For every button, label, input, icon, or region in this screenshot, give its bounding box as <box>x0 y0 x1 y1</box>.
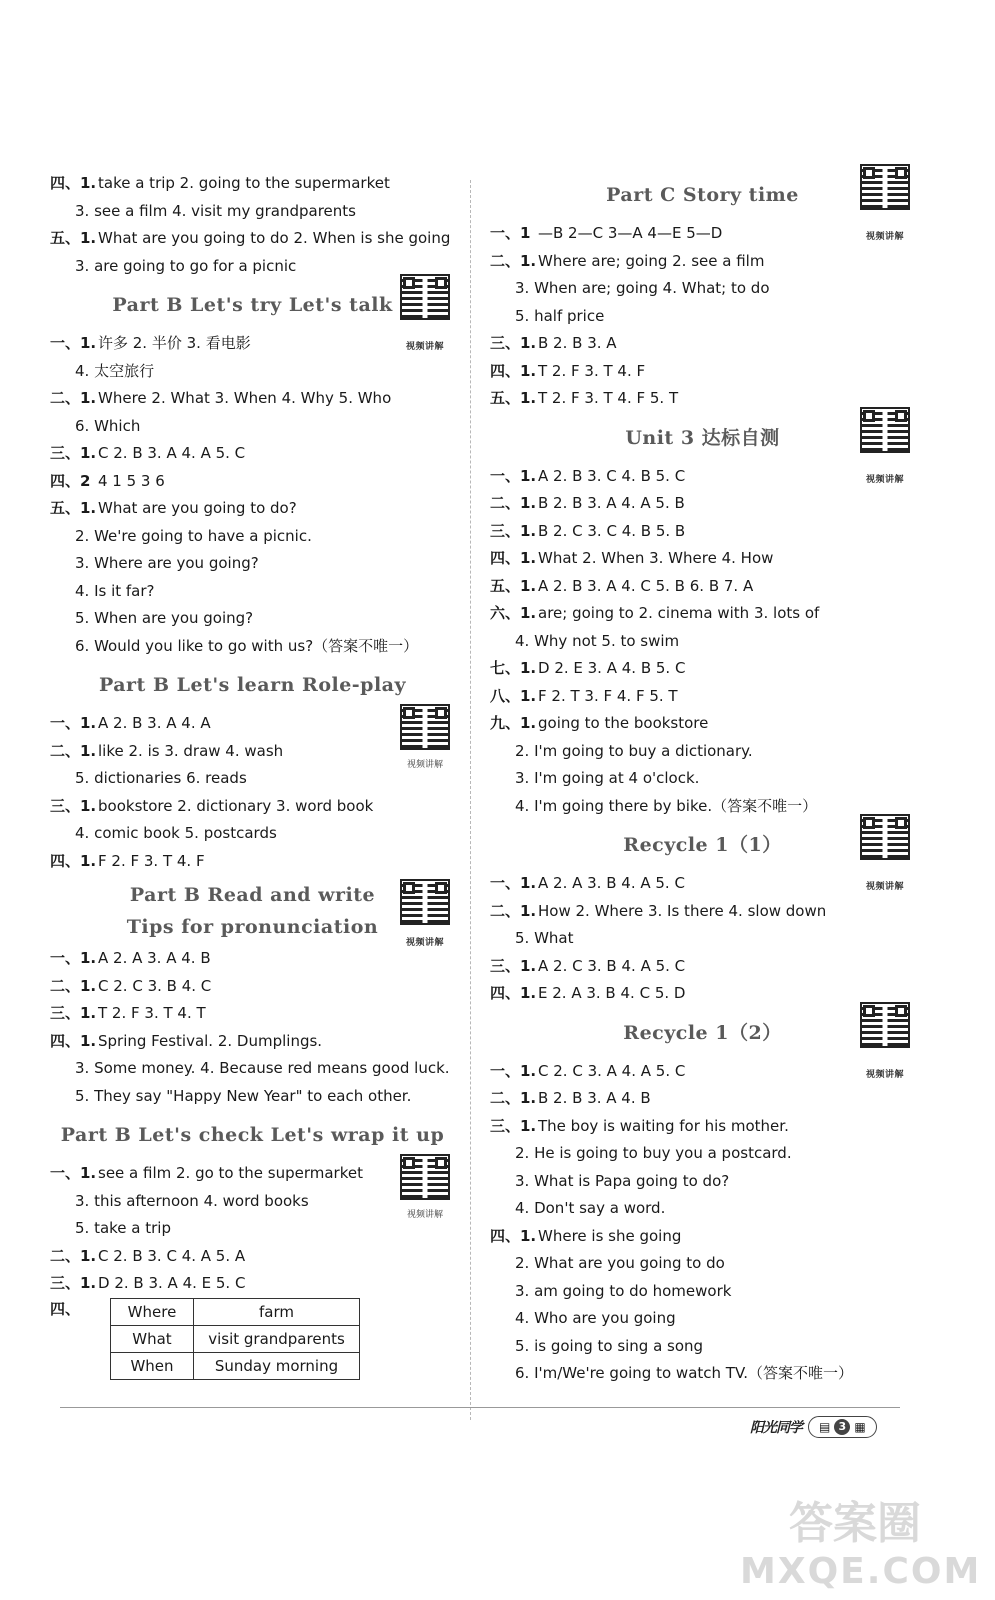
answer-line <box>490 1278 915 1306</box>
question-number: 四、 <box>50 1299 81 1318</box>
answer-line <box>50 1188 455 1216</box>
answer-line <box>490 600 915 628</box>
watermark-chars: 答案圈 <box>789 1498 921 1549</box>
table-value-cell: visit grandparents <box>194 1325 360 1352</box>
answer-line <box>490 765 915 793</box>
answer-line <box>50 1055 455 1083</box>
answer-line <box>490 545 915 573</box>
answer-text: 3. am going to do homework <box>515 1281 732 1300</box>
answer-line <box>50 225 455 253</box>
answer-line <box>490 1113 915 1141</box>
section-heading-text: Part B Let's try Let's talk <box>112 294 393 316</box>
answer-line <box>490 1360 915 1388</box>
question-number: 三、1. <box>490 521 537 540</box>
answer-line <box>50 765 455 793</box>
answer-text: D 2. B 3. A 4. E 5. C <box>98 1274 246 1292</box>
answer-line <box>50 1243 455 1271</box>
section-heading-text: Part B Let's learn Role-play <box>98 674 407 696</box>
question-number: 二、1. <box>50 389 97 407</box>
book-icon: ▤ <box>819 1420 831 1434</box>
section-heading-text: Tips for pronunciation <box>126 916 379 938</box>
answer-text: E 2. A 3. B 4. C 5. D <box>538 984 686 1002</box>
table-value-cell: farm <box>194 1298 360 1325</box>
answer-table <box>110 1298 360 1380</box>
question-number: 一、1. <box>50 1164 97 1182</box>
section-heading-text: Part B Let's check Let's wrap it up <box>60 1124 445 1146</box>
answer-text: 2. I'm going to buy a dictionary. <box>515 741 753 760</box>
answer-line <box>50 523 455 551</box>
question-number: 二、1. <box>490 1089 537 1107</box>
question-number: 四、2 <box>50 471 91 490</box>
answer-text: How 2. Where 3. Is there 4. slow down <box>538 901 827 920</box>
answer-line <box>490 793 915 821</box>
question-number: 一、1. <box>490 1061 537 1080</box>
question-number: 三、1. <box>50 1004 97 1022</box>
page-number: 3 <box>834 1419 850 1435</box>
brand-logo: 阳光同学 <box>750 1420 802 1436</box>
answer-text: take a trip 2. going to the supermarket <box>98 174 390 192</box>
answer-text: 5. When are you going? <box>75 609 254 627</box>
answer-text: 4. Why not 5. to swim <box>515 631 680 650</box>
answer-line <box>490 385 915 413</box>
answer-line <box>490 898 915 926</box>
answer-line <box>490 1168 915 1196</box>
qr-code-icon[interactable] <box>855 1002 915 1080</box>
question-number: 三、1. <box>50 796 97 815</box>
answer-text: 4. I'm going there by bike.（答案不唯一） <box>515 796 818 815</box>
answer-text: 3. I'm going at 4 o'clock. <box>515 769 700 787</box>
qr-caption: 视频讲解 <box>406 1210 443 1220</box>
qr-code-image <box>860 164 910 210</box>
answer-line <box>50 578 455 606</box>
question-number: 二、1. <box>490 494 537 512</box>
answer-text: Where is she going <box>538 1226 682 1245</box>
question-number: 四、1. <box>50 851 97 870</box>
question-number: 五、1. <box>50 229 97 247</box>
answer-text: 3. Some money. 4. Because red means good luck. <box>75 1059 450 1077</box>
answer-text: —B 2—C 3—A 4—E 5—D <box>538 224 723 242</box>
answer-line <box>50 1270 455 1298</box>
section-heading-text: Part C Story time <box>606 184 799 206</box>
answer-text: 6. Which <box>75 416 141 435</box>
answer-line <box>50 793 455 821</box>
answer-line <box>50 1000 455 1028</box>
question-number: 一、1. <box>50 334 97 352</box>
question-number: 三、1. <box>490 334 537 352</box>
answer-text: 4. comic book 5. postcards <box>75 824 277 842</box>
answer-text: 3. Where are you going? <box>75 554 259 572</box>
column-divider <box>470 180 471 1420</box>
qr-code-icon[interactable] <box>855 814 915 892</box>
answer-line <box>490 738 915 766</box>
answer-text: A 2. A 3. A 4. B <box>98 949 211 967</box>
question-number: 六、1. <box>490 604 537 622</box>
qr-caption: 视频讲解 <box>865 474 904 485</box>
answer-text: D 2. E 3. A 4. B 5. C <box>538 659 686 677</box>
answer-line <box>50 358 455 386</box>
question-number: 五、1. <box>490 389 537 407</box>
answer-line <box>50 1083 455 1111</box>
answer-line <box>490 330 915 358</box>
answer-line <box>50 413 455 441</box>
answer-line <box>50 330 455 358</box>
table-row <box>111 1352 360 1379</box>
answer-text: 5. take a trip <box>75 1219 171 1237</box>
section-heading-text: Unit 3 达标自测 <box>625 426 780 449</box>
answer-line <box>490 980 915 1008</box>
answer-text: 2. What are you going to do <box>515 1254 725 1272</box>
section-heading-text: Recycle 1（1） <box>623 834 782 856</box>
question-number: 一、1. <box>50 714 97 732</box>
watermark <box>740 1498 982 1596</box>
qr-code-icon[interactable] <box>395 274 455 352</box>
answer-line <box>490 248 915 276</box>
table-key-cell: When <box>111 1352 194 1379</box>
answer-text: A 2. B 3. A 4. C 5. B 6. B 7. A <box>538 576 754 595</box>
watermark-site: MXQE.COM <box>740 1551 982 1592</box>
question-number: 二、1. <box>490 251 537 270</box>
answer-text: 5. half price <box>515 306 605 325</box>
answer-line <box>490 953 915 981</box>
answer-line <box>50 468 455 496</box>
answer-line <box>490 870 915 898</box>
question-number: 四、1. <box>490 361 537 380</box>
qr-caption: 视频讲解 <box>865 882 904 892</box>
page-badge <box>808 1416 877 1438</box>
grid-icon: ▦ <box>854 1420 866 1434</box>
table-row <box>111 1325 360 1352</box>
question-number: 五、1. <box>490 576 537 595</box>
answer-line <box>50 633 455 661</box>
question-number: 五、1. <box>50 499 97 517</box>
qr-caption: 视频讲解 <box>405 342 444 352</box>
answer-text: 3. this afternoon 4. word books <box>75 1191 309 1210</box>
answer-text: A 2. B 3. A 4. A <box>98 714 211 732</box>
answer-text: Where 2. What 3. When 4. Why 5. Who <box>98 389 392 407</box>
section-heading <box>50 1110 455 1160</box>
answer-line <box>490 303 915 331</box>
answer-text: T 2. F 3. T 4. F <box>538 361 646 380</box>
question-number: 四、1. <box>50 1031 97 1050</box>
answer-line <box>490 573 915 601</box>
answer-line <box>50 495 455 523</box>
answer-table-block <box>50 1298 455 1388</box>
answer-text: C 2. B 3. A 4. A 5. C <box>98 444 246 462</box>
answer-line <box>490 1333 915 1361</box>
question-number: 二、1. <box>50 741 97 760</box>
answer-text: Where are; going 2. see a film <box>538 251 765 270</box>
answer-text: F 2. F 3. T 4. F <box>98 851 205 870</box>
answer-line <box>490 220 915 248</box>
answer-text: A 2. A 3. B 4. A 5. C <box>538 874 685 892</box>
answer-line <box>50 170 455 198</box>
answer-text: What 2. When 3. Where 4. How <box>538 549 774 567</box>
answer-text: C 2. C 3. B 4. C <box>98 976 212 995</box>
answer-line <box>490 925 915 953</box>
answer-line <box>490 1305 915 1333</box>
answer-text: 4. Don't say a word. <box>515 1199 666 1217</box>
answer-text: 3. are going to go for a picnic <box>75 256 297 275</box>
qr-code-image <box>860 407 910 453</box>
answer-text: T 2. F 3. T 4. F 5. T <box>538 389 679 407</box>
answer-line <box>50 1215 455 1243</box>
answer-line <box>490 710 915 738</box>
qr-caption: 视频讲解 <box>406 760 443 770</box>
question-number: 一、1. <box>50 949 97 967</box>
answer-text: are; going to 2. cinema with 3. lots of <box>538 604 820 622</box>
qr-code-icon[interactable] <box>855 407 915 485</box>
section-heading <box>50 875 455 948</box>
answer-text: 5. dictionaries 6. reads <box>75 769 247 787</box>
qr-code-icon[interactable] <box>395 879 455 948</box>
answer-line <box>50 440 455 468</box>
question-number: 三、1. <box>50 444 97 462</box>
question-number: 一、1. <box>490 874 537 892</box>
question-number: 九、1. <box>490 714 537 732</box>
question-number: 四、1. <box>490 984 537 1002</box>
answer-text: What are you going to do? <box>98 499 297 517</box>
question-number: 二、1. <box>490 901 537 920</box>
answer-text: 6. Would you like to go with us?（答案不唯一） <box>75 636 419 655</box>
answer-line <box>490 655 915 683</box>
answer-text: C 2. B 3. C 4. A 5. A <box>98 1246 246 1265</box>
answer-text: F 2. T 3. F 4. F 5. T <box>538 686 678 705</box>
qr-code-image <box>400 274 450 320</box>
footer-rule <box>60 1407 900 1408</box>
question-number: 七、1. <box>490 659 537 677</box>
answer-text: B 2. B 3. A 4. B <box>538 1089 651 1107</box>
question-number: 四、1. <box>50 174 97 192</box>
answer-line <box>490 518 915 546</box>
table-value-cell: Sunday morning <box>194 1352 360 1379</box>
answer-line <box>50 945 455 973</box>
table-key-cell: Where <box>111 1298 194 1325</box>
answer-line <box>490 1195 915 1223</box>
answer-text: 3. see a film 4. visit my grandparents <box>75 201 356 220</box>
answer-text: 5. is going to sing a song <box>515 1336 704 1355</box>
qr-code-image <box>860 1002 910 1048</box>
question-number: 二、1. <box>50 1246 97 1265</box>
answer-text: 3. When are; going 4. What; to do <box>515 279 770 297</box>
footer-brand <box>750 1414 877 1440</box>
question-number: 四、1. <box>490 549 537 567</box>
section-heading-text: Part B Read and write <box>129 884 376 906</box>
answer-text: What are you going to do 2. When is she going <box>98 229 451 247</box>
answer-line <box>50 385 455 413</box>
answer-text: 许多 2. 半价 3. 看电影 <box>98 334 251 352</box>
table-row <box>111 1298 360 1325</box>
answer-line <box>490 358 915 386</box>
answer-line <box>50 738 455 766</box>
answer-line <box>490 683 915 711</box>
section-heading-text: Recycle 1（2） <box>623 1021 782 1044</box>
qr-caption: 视频讲解 <box>405 938 444 948</box>
answer-text: bookstore 2. dictionary 3. word book <box>98 796 374 815</box>
answer-line <box>50 605 455 633</box>
question-number: 三、1. <box>50 1274 97 1292</box>
question-number: 八、1. <box>490 686 537 705</box>
table-key-cell: What <box>111 1325 194 1352</box>
qr-code-image <box>400 879 450 925</box>
qr-caption: 视频讲解 <box>865 232 904 242</box>
answer-text: like 2. is 3. draw 4. wash <box>98 741 284 760</box>
answer-line <box>490 1140 915 1168</box>
answer-text: see a film 2. go to the supermarket <box>98 1164 363 1182</box>
answer-text: Spring Festival. 2. Dumplings. <box>98 1031 323 1050</box>
answer-text: 4. 太空旅行 <box>75 361 155 380</box>
question-number: 四、1. <box>490 1226 537 1245</box>
left-column <box>50 170 455 1388</box>
answer-line <box>490 463 915 491</box>
answer-text: C 2. C 3. A 4. A 5. C <box>538 1061 686 1080</box>
answer-text: The boy is waiting for his mother. <box>538 1116 789 1135</box>
answer-line <box>490 1058 915 1086</box>
question-number: 三、1. <box>490 956 537 975</box>
answer-text: 4. Is it far? <box>75 581 155 600</box>
answer-line <box>490 1250 915 1278</box>
answer-text: A 2. C 3. B 4. A 5. C <box>538 956 686 975</box>
answer-text: going to the bookstore <box>538 714 709 732</box>
answer-line <box>50 820 455 848</box>
section-heading <box>50 660 455 710</box>
answer-text: B 2. B 3. A 4. A 5. B <box>538 494 685 512</box>
answer-text: 4. Who are you going <box>515 1309 676 1327</box>
right-column <box>490 170 915 1388</box>
answer-text: 4 1 5 3 6 <box>98 471 165 490</box>
answer-line <box>490 490 915 518</box>
answer-line <box>490 1085 915 1113</box>
answer-line <box>490 1223 915 1251</box>
answer-line <box>490 628 915 656</box>
answer-line <box>50 550 455 578</box>
answer-text: 3. What is Papa going to do? <box>515 1171 730 1190</box>
answer-line <box>50 848 455 876</box>
answer-text: A 2. B 3. C 4. B 5. C <box>538 466 686 485</box>
qr-code-image <box>860 814 910 860</box>
answer-text: 5. They say "Happy New Year" to each other. <box>75 1086 412 1105</box>
answer-text: 2. We're going to have a picnic. <box>75 526 312 545</box>
answer-text: 6. I'm/We're going to watch TV.（答案不唯一） <box>515 1364 854 1382</box>
answer-line <box>50 973 455 1001</box>
answer-text: 2. He is going to buy you a postcard. <box>515 1144 792 1162</box>
question-number: 二、1. <box>50 976 97 995</box>
answer-text: T 2. F 3. T 4. T <box>98 1004 206 1022</box>
answer-text: B 2. C 3. C 4. B 5. B <box>538 521 686 540</box>
answer-text: B 2. B 3. A <box>538 334 617 352</box>
question-number: 三、1. <box>490 1116 537 1135</box>
question-number: 一、1. <box>490 466 537 485</box>
question-number: 一、1 <box>490 224 531 242</box>
answer-line <box>50 1028 455 1056</box>
answer-text: 5. What <box>515 929 574 947</box>
answer-line <box>490 275 915 303</box>
qr-code-icon[interactable] <box>855 164 915 242</box>
qr-caption: 视频讲解 <box>865 1069 904 1080</box>
answer-line <box>50 198 455 226</box>
